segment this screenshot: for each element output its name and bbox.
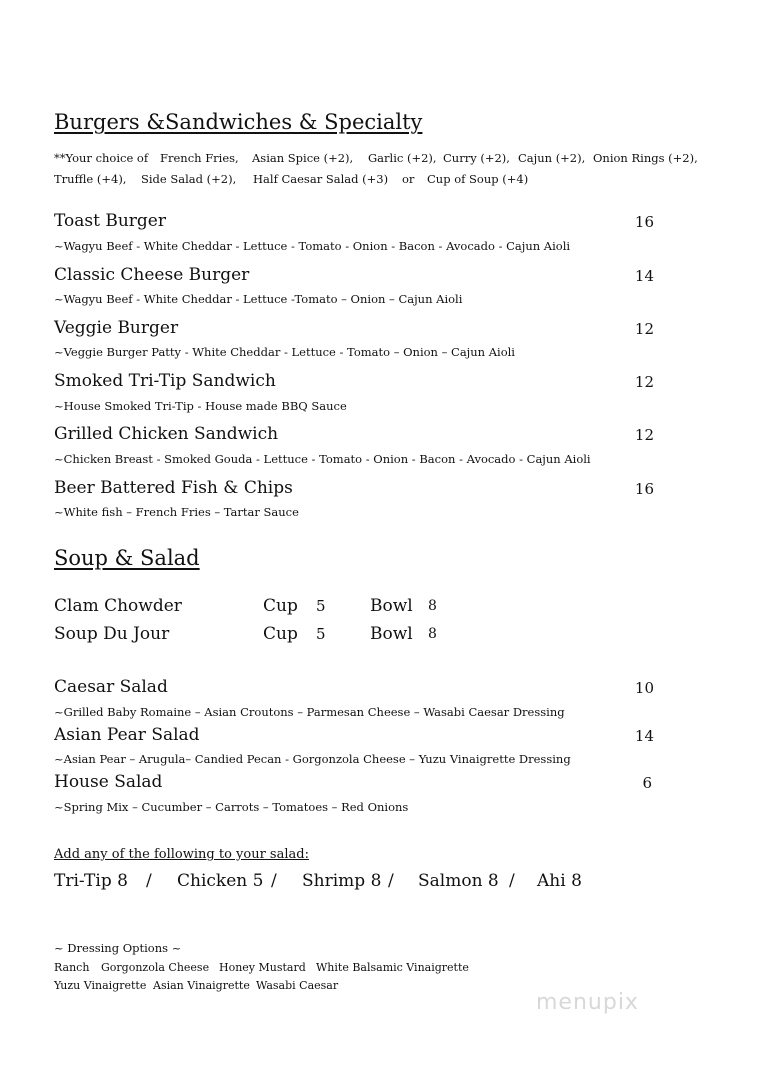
choice-option: Curry (+2),	[443, 151, 510, 165]
choice-intro: **Your choice of	[54, 151, 149, 165]
choice-option: Onion Rings (+2),	[593, 151, 698, 165]
addon-separator: /	[271, 871, 277, 891]
item-name: Beer Battered Fish & Chips	[54, 478, 293, 498]
item-price: 12	[634, 426, 654, 444]
choice-conjunction: or	[402, 172, 415, 186]
item-name: Toast Burger	[54, 211, 166, 231]
watermark-logo: menupix	[536, 990, 639, 1015]
addon-separator: /	[509, 871, 515, 891]
cup-label: Cup	[263, 596, 298, 616]
choice-option: Cup of Soup (+4)	[427, 172, 529, 186]
item-name: Veggie Burger	[54, 318, 179, 338]
cup-price: 5	[316, 625, 326, 643]
dressing-option: Ranch	[54, 961, 90, 974]
dressing-option: Gorgonzola Cheese	[101, 961, 210, 974]
bowl-price: 8	[428, 626, 437, 642]
section-title-soup-salad: Soup & Salad	[54, 546, 200, 570]
choice-option: Half Caesar Salad (+3)	[253, 172, 389, 186]
item-description: ~Grilled Baby Romaine – Asian Croutons – Parmesan Cheese – Wasabi Caesar Dressing	[54, 705, 565, 719]
item-name: Caesar Salad	[54, 677, 168, 697]
dressing-option: Honey Mustard	[219, 961, 306, 974]
addon-item: Chicken 5	[177, 871, 264, 891]
addon-item: Salmon 8	[418, 871, 499, 891]
choice-option: French Fries,	[160, 151, 239, 165]
soup-name: Soup Du Jour	[54, 624, 170, 644]
item-description: ~Veggie Burger Patty - White Cheddar - Lettuce - Tomato – Onion – Cajun Aioli	[54, 345, 515, 359]
dressing-option: Asian Vinaigrette	[153, 979, 250, 992]
choice-option: Asian Spice (+2),	[252, 151, 354, 165]
addon-item: Ahi 8	[537, 871, 582, 891]
item-price: 10	[634, 679, 654, 697]
dressing-option: White Balsamic Vinaigrette	[316, 961, 469, 974]
item-price: 14	[634, 727, 654, 745]
item-description: ~White fish – French Fries – Tartar Sauce	[54, 505, 299, 519]
addon-title: Add any of the following to your salad:	[54, 847, 309, 862]
item-description: ~Asian Pear – Arugula– Candied Pecan - Gorgonzola Cheese – Yuzu Vinaigrette Dressing	[54, 752, 571, 766]
item-description: ~House Smoked Tri-Tip - House made BBQ Sauce	[54, 399, 347, 413]
bowl-label: Bowl	[370, 596, 413, 616]
bowl-label: Bowl	[370, 624, 413, 644]
item-description: ~Wagyu Beef - White Cheddar - Lettuce -Tomato – Onion – Cajun Aioli	[54, 292, 463, 306]
cup-label: Cup	[263, 624, 298, 644]
item-name: Smoked Tri-Tip Sandwich	[54, 371, 276, 391]
choice-option: Side Salad (+2),	[141, 172, 237, 186]
item-price: 12	[634, 373, 654, 391]
item-description: ~Chicken Breast - Smoked Gouda - Lettuce - Tomato - Onion - Bacon - Avocado - Cajun Aioli	[54, 452, 591, 466]
item-price: 14	[634, 267, 654, 285]
item-name: Grilled Chicken Sandwich	[54, 424, 279, 444]
choice-option: Truffle (+4),	[54, 172, 127, 186]
dressing-option: Wasabi Caesar	[256, 979, 339, 992]
item-price: 12	[634, 320, 654, 338]
item-description: ~Wagyu Beef - White Cheddar - Lettuce - Tomato - Onion - Bacon - Avocado - Cajun Aioli	[54, 239, 571, 253]
addon-separator: /	[388, 871, 394, 891]
choice-option: Cajun (+2),	[518, 151, 586, 165]
dressing-option: Yuzu Vinaigrette	[54, 979, 147, 992]
choice-option: Garlic (+2),	[368, 151, 437, 165]
cup-price: 5	[316, 597, 326, 615]
section-title-burgers: Burgers &Sandwiches & Specialty	[54, 110, 423, 134]
bowl-price: 8	[428, 598, 437, 614]
item-name: Asian Pear Salad	[54, 725, 200, 745]
item-price: 16	[634, 213, 654, 231]
item-name: House Salad	[54, 772, 163, 792]
addon-item: Shrimp 8	[302, 871, 382, 891]
item-price: 16	[634, 480, 654, 498]
addon-item: Tri-Tip 8	[54, 871, 128, 891]
item-name: Classic Cheese Burger	[54, 265, 250, 285]
item-description: ~Spring Mix – Cucumber – Carrots – Tomatoes – Red Onions	[54, 800, 409, 814]
dressing-title: ~ Dressing Options ~	[54, 941, 182, 955]
addon-separator: /	[146, 871, 152, 891]
item-price: 6	[642, 774, 652, 792]
soup-name: Clam Chowder	[54, 596, 182, 616]
